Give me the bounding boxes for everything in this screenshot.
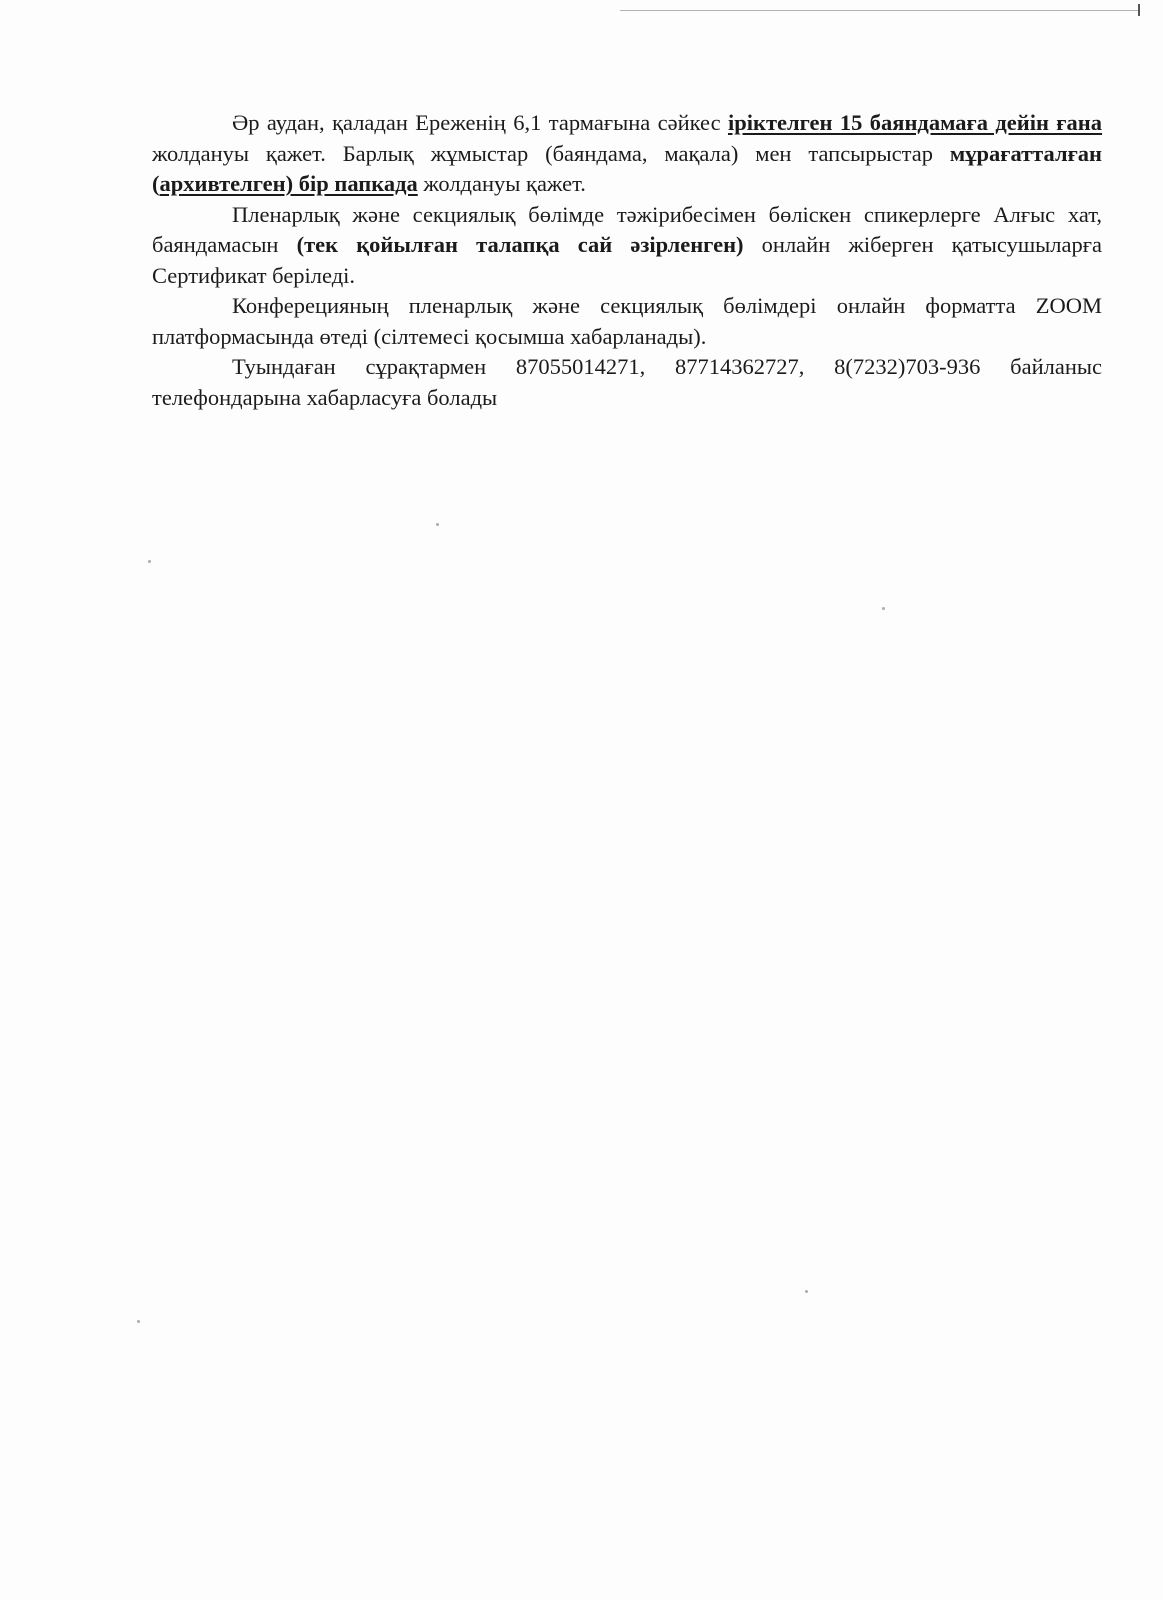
scan-artifact-dot: [137, 1320, 140, 1323]
emphasis-one-folder: архивтелген) бір папкада: [159, 171, 418, 196]
paragraph-text: онлайн жіберген қатысушыларға Сертификат беріледі.: [152, 232, 1102, 288]
scan-artifact-dot: [436, 523, 439, 526]
paragraph-certificates: [152, 200, 1102, 292]
paragraph-text: Конферецияның пленарлық және секциялық бөлімдері онлайн форматта ZOOM платформасында өтеді (сілтемесі қосымша хабарланады).: [152, 293, 1102, 349]
paragraph-report-requirements: [152, 108, 1102, 200]
paragraph-text: Пленарлық және секциялық бөлімде тәжірибесімен бөліскен спикерлерге Алғыс хат, баяндамасын: [152, 201, 1102, 257]
scan-artifact-dot: [805, 1290, 808, 1293]
scan-artifact-dot: [882, 607, 885, 610]
paragraph-text: Әр аудан, қаладан Ереженің 6,1 тармағына сәйкес: [232, 110, 728, 135]
emphasis-requirements: (тек қойылған талапқа сай әзірленген): [296, 232, 744, 257]
paragraph-text: жолдануы қажет. Барлық жұмыстар (баяндама, мақала) мен тапсырыстар: [152, 140, 950, 166]
paragraph-text: жолдануы қажет.: [417, 171, 586, 196]
paragraph-online-format: [152, 291, 1102, 352]
paragraph-text: Туындаған сұрақтармен 87055014271, 87714362727, 8(7232)703-936 байланыс телефондарына хабарласуға болады: [152, 354, 1102, 410]
scan-artifact-dot: [148, 560, 151, 563]
emphasis-report-limit: іріктелген 15 баяндамаға дейін ғана: [727, 110, 1102, 135]
document-body: [152, 108, 1102, 413]
paragraph-contacts: [152, 352, 1102, 413]
scan-artifact-mark: [1138, 4, 1140, 16]
emphasis-archived: мұрағатталған (: [152, 140, 1102, 196]
scan-artifact-line: [620, 10, 1140, 11]
